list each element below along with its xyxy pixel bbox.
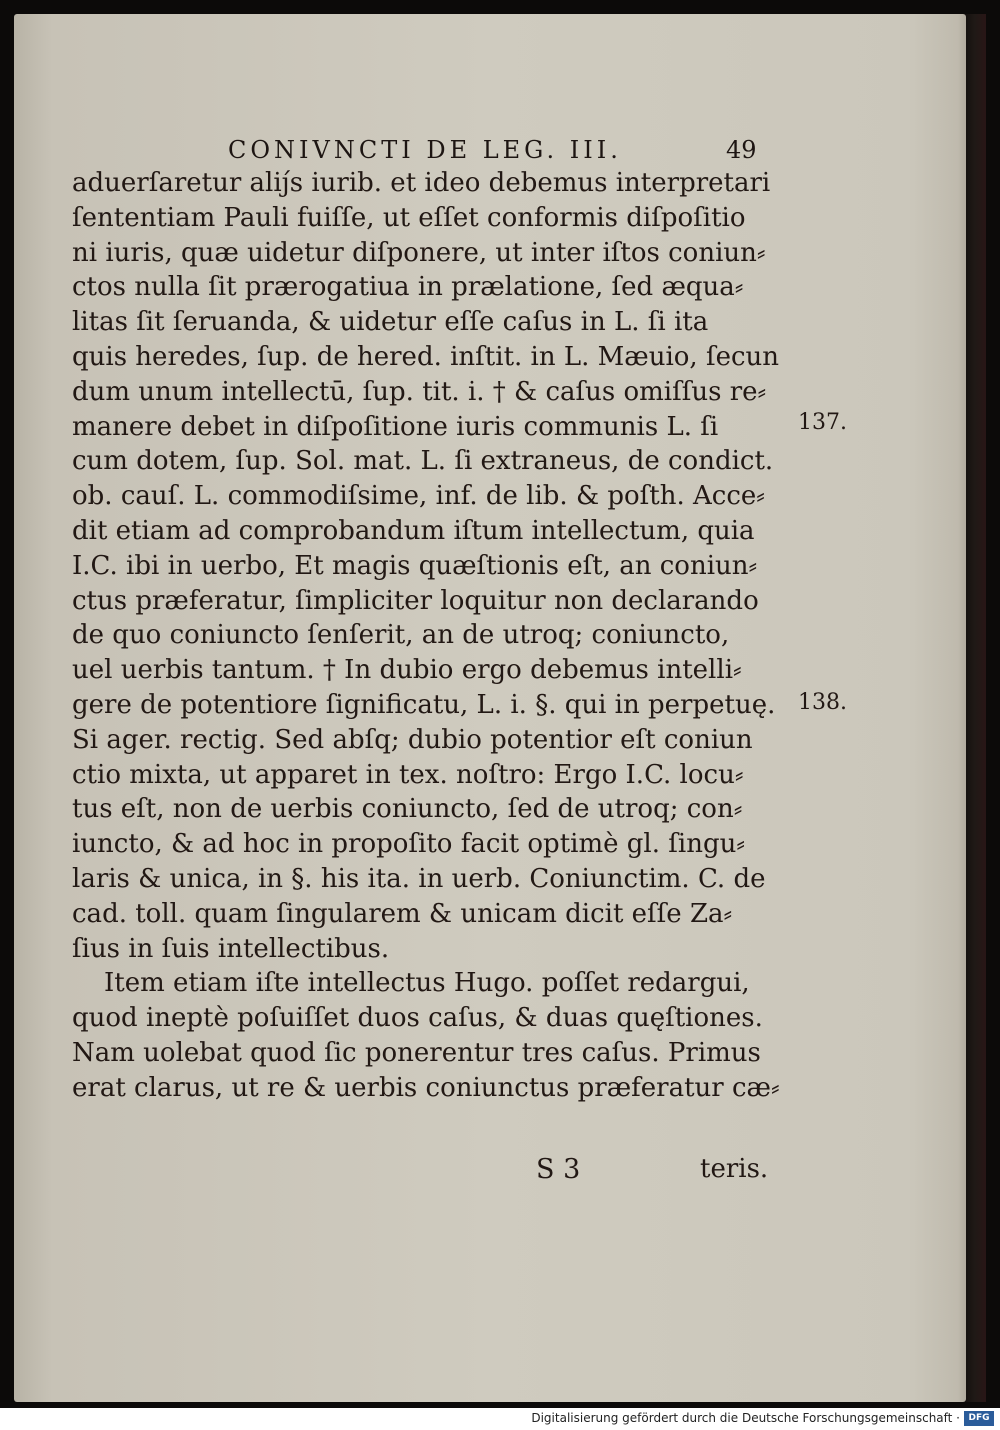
funding-notice: Digitalisierung gefördert durch die Deutsche Forschungsgemeinschaft · (531, 1411, 960, 1425)
signature-mark: S 3 (536, 1154, 581, 1185)
text-line: quis heredes, ſup. de hered. inſtit. in L. Mæuio, ſecun (72, 341, 780, 372)
book-page (14, 14, 966, 1402)
page-edge-shadow (958, 14, 986, 1402)
page-number: 49 (726, 136, 757, 164)
text-line: cad. toll. quam ſingularem & unicam dicit eſſe Za⸗ (72, 898, 733, 929)
text-line: iuncto, & ad hoc in propoſito facit optimè gl. ſingu⸗ (72, 829, 745, 860)
text-line: ni iuris, quæ uidetur diſponere, ut inter iſtos coniun⸗ (72, 237, 766, 268)
footer-bar (0, 1408, 1000, 1430)
text-line: de quo coniuncto ſenſerit, an de utroq; coniuncto, (72, 620, 730, 651)
running-head-title: CONIVNCTI DE LEG. III. (228, 136, 622, 164)
text-line: aduerſaretur aliȷ́s iurib. et ideo debemus interpretari (72, 168, 771, 198)
text-line: tus eſt, non de uerbis coniuncto, ſed de utroq; con⸗ (72, 794, 743, 825)
text-block (72, 166, 802, 1106)
text-line: litas ſit ſeruanda, & uidetur eſſe caſus in L. ſi ita (72, 307, 709, 338)
text-line: ſententiam Pauli fuiſſe, ut eſſet conformis diſpoſitio (72, 202, 746, 233)
text-line: manere debet in diſpoſitione iuris communis L. ſi (72, 411, 719, 442)
margin-note: 138. (798, 690, 847, 715)
text-line: I.C. ibi in uerbo, Et magis quæſtionis eſt, an coniun⸗ (72, 550, 758, 581)
paragraph-start-line: Item etiam iſte intellectus Hugo. poſſet redargui, (104, 968, 750, 999)
text-line: gere de potentiore ſignificatu, L. i. §. qui in perpetuę. (72, 689, 776, 720)
catchword-line (14, 1154, 966, 1192)
text-line: dum unum intellectū, ſup. tit. i. † & caſus omiſſus re⸗ (72, 376, 767, 407)
text-line: dit etiam ad comprobandum iſtum intellectum, quia (72, 515, 755, 546)
margin-note: 137. (798, 410, 847, 435)
text-line: ctus præferatur, ſimpliciter loquitur non declarando (72, 585, 759, 616)
text-line: ctos nulla ſit prærogatiua in prælatione, ſed æqua⸗ (72, 272, 744, 303)
catchword: teris. (700, 1154, 769, 1184)
text-line: ob. cauſ. L. commodiſsime, inf. de lib. & poſth. Acce⸗ (72, 481, 765, 512)
text-line: cum dotem, ſup. Sol. mat. L. ſi extraneus, de condict. (72, 446, 774, 477)
text-line: ſius in ſuis intellectibus. (72, 933, 390, 964)
text-line: ctio mixta, ut apparet in tex. noſtro: Ergo I.C. locu⸗ (72, 759, 744, 790)
text-line: quod ineptè poſuiſſet duos caſus, & duas quęſtiones. (72, 1003, 763, 1034)
dfg-logo-icon: DFG (964, 1411, 994, 1426)
text-line: Nam uolebat quod ſic ponerentur tres caſus. Primus (72, 1037, 761, 1068)
text-line: erat clarus, ut re & uerbis coniunctus præferatur cæ⸗ (72, 1072, 780, 1103)
text-line: laris & unica, in §. his ita. in uerb. Coniunctim. C. de (72, 863, 766, 894)
text-line: uel uerbis tantum. † In dubio ergo debemus intelli⸗ (72, 655, 742, 686)
text-line: Si ager. rectig. Sed abſq; dubio potentior eſt coniun (72, 724, 753, 755)
